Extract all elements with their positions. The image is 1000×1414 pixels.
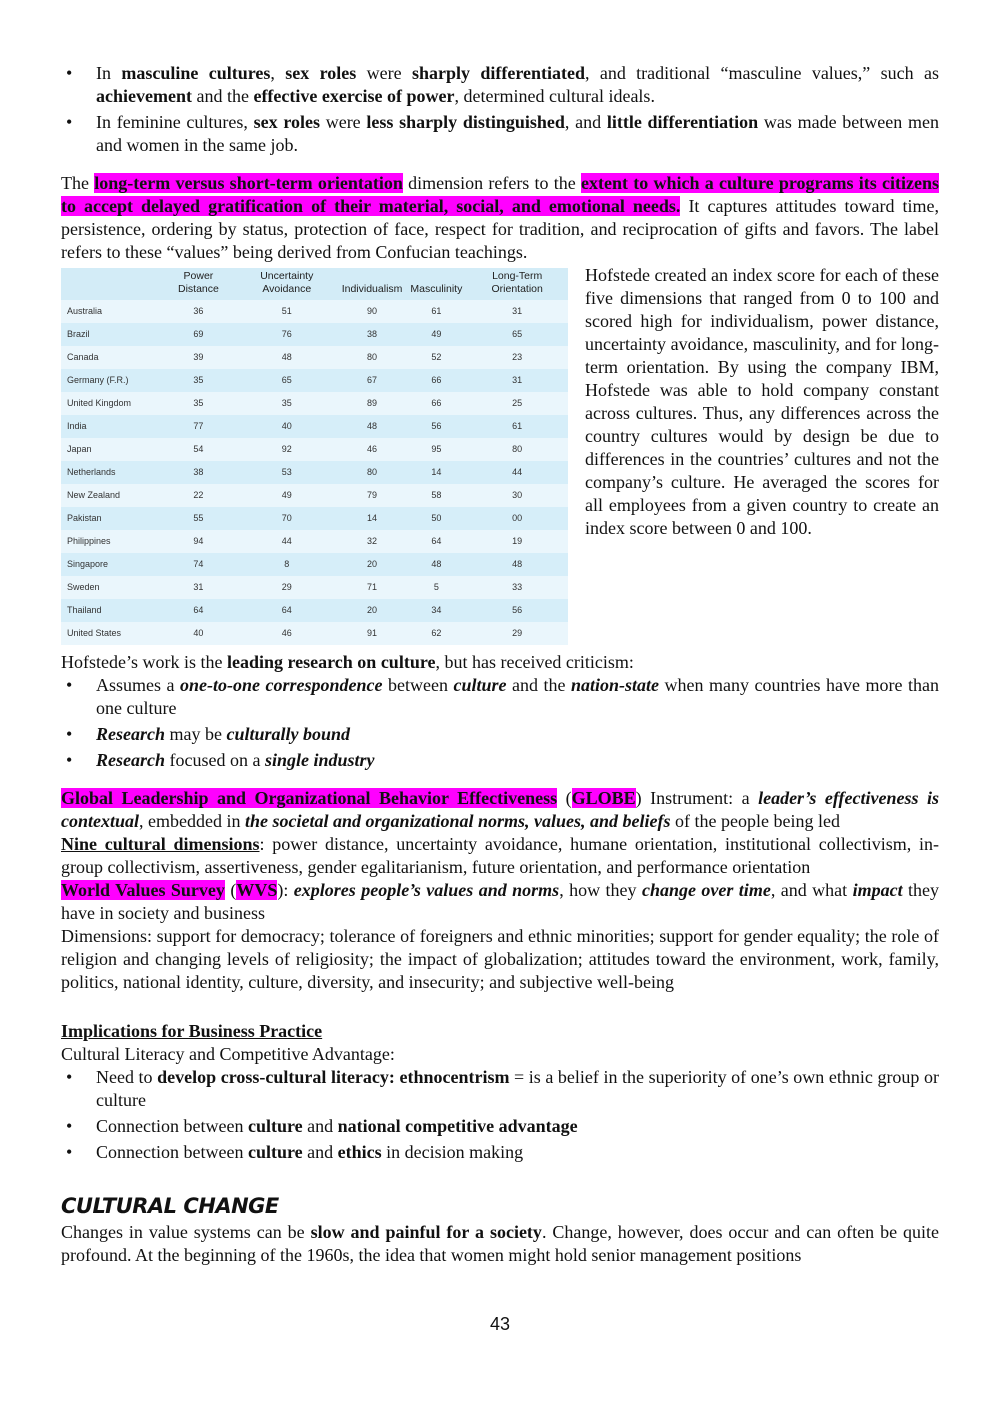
country-cell: Canada xyxy=(67,352,99,362)
score-cell: 30 xyxy=(512,490,523,500)
score-cell: 46 xyxy=(367,444,378,454)
bold-text: achievement xyxy=(96,86,192,106)
score-cell: 69 xyxy=(193,329,204,339)
emphasis-text: explores people’s values and norms xyxy=(293,880,560,900)
country-cell: Australia xyxy=(67,306,103,316)
score-cell: 5 xyxy=(433,582,439,592)
score-cell: 65 xyxy=(512,329,523,339)
hofstede-section xyxy=(61,264,939,651)
bold-text: sharply differentiated xyxy=(411,63,585,83)
nine-dimensions-paragraph: Nine cultural dimensions: power distance, uncertainty avoidance, humane orientation, institutional collectivism, in-group collectivism, assertiveness, gender egalitarianism, future orientation, and performance orientation xyxy=(61,834,940,877)
score-cell: 80 xyxy=(367,467,378,477)
score-cell: 31 xyxy=(512,306,523,316)
score-cell: 20 xyxy=(367,559,378,569)
score-cell: 29 xyxy=(512,628,523,638)
table-row xyxy=(61,484,568,507)
table-row xyxy=(61,346,568,369)
document-page xyxy=(61,62,939,1267)
score-cell: 19 xyxy=(512,536,523,546)
emphasis-text: impact xyxy=(852,880,903,900)
score-cell: 23 xyxy=(512,352,523,362)
score-cell: 48 xyxy=(431,559,442,569)
score-cell: 40 xyxy=(193,628,204,638)
score-cell: 90 xyxy=(367,306,378,316)
table-row xyxy=(61,507,568,530)
score-cell: 56 xyxy=(512,605,523,615)
score-cell: 44 xyxy=(512,467,523,477)
emphasis-text: the societal and organizational norms, values, and beliefs xyxy=(245,811,671,831)
table-header-cell: Uncertainty Avoidance xyxy=(260,270,314,295)
table-row xyxy=(61,415,568,438)
score-cell: 66 xyxy=(431,398,442,408)
score-cell: 35 xyxy=(193,398,204,408)
bold-text: develop cross-cultural literacy: ethnocentrism xyxy=(157,1067,510,1087)
score-cell: 33 xyxy=(512,582,523,592)
score-cell: 48 xyxy=(367,421,378,431)
country-cell: Japan xyxy=(67,444,92,454)
score-cell: 31 xyxy=(193,582,204,592)
list-item: • Assumes a one-to-one correspondence between culture and the nation-state when many countries have more than one culture xyxy=(61,674,939,720)
score-cell: 36 xyxy=(193,306,204,316)
emphasis-text: culturally bound xyxy=(226,724,351,744)
bold-text: national competitive advantage xyxy=(337,1116,578,1136)
score-cell: 74 xyxy=(193,559,204,569)
score-cell: 29 xyxy=(281,582,292,592)
country-cell: United Kingdom xyxy=(67,398,132,408)
table-row xyxy=(61,300,568,323)
score-cell: 54 xyxy=(193,444,204,454)
score-cell: 52 xyxy=(431,352,442,362)
table-row xyxy=(61,323,568,346)
score-cell: 80 xyxy=(367,352,378,362)
emphasis-text: leader’s effectiveness is contextual xyxy=(61,788,939,831)
score-cell: 53 xyxy=(281,467,292,477)
implications-title: Implications for Business Practice xyxy=(61,1021,323,1041)
score-cell: 71 xyxy=(367,582,378,592)
score-cell: 35 xyxy=(281,398,292,408)
score-cell: 51 xyxy=(281,306,292,316)
score-cell: 14 xyxy=(431,467,442,477)
list-item: • Research focused on a single industry xyxy=(61,749,939,772)
score-cell: 64 xyxy=(281,605,292,615)
bold-text: leading research on culture xyxy=(226,652,436,672)
table-body xyxy=(61,300,568,645)
country-cell: Brazil xyxy=(67,329,90,339)
score-cell: 61 xyxy=(431,306,442,316)
score-cell: 46 xyxy=(281,628,292,638)
criticism-bullet-list xyxy=(61,674,939,772)
emphasis-text: nation-state xyxy=(571,675,660,695)
emphasis-text: change over time xyxy=(641,880,771,900)
score-cell: 92 xyxy=(281,444,292,454)
implications-bullet-list xyxy=(61,1066,939,1164)
criticism-intro: Hofstede’s work is the leading research on culture, but has received criticism: xyxy=(61,652,634,672)
list-item: • Connection between culture and ethics in decision making xyxy=(61,1141,939,1164)
highlighted-text: World Values Survey xyxy=(61,880,225,900)
score-cell: 62 xyxy=(431,628,442,638)
list-item: • Connection between culture and national competitive advantage xyxy=(61,1115,939,1138)
table-header-cell: Power Distance xyxy=(178,270,219,295)
table-row xyxy=(61,530,568,553)
table-row xyxy=(61,461,568,484)
score-cell: 65 xyxy=(281,375,292,385)
score-cell: 94 xyxy=(193,536,204,546)
emphasis-text: culture xyxy=(453,675,507,695)
underlined-term: Nine cultural dimensions xyxy=(61,834,260,854)
table-header-cell: Long-Term Orientation xyxy=(491,270,543,295)
score-cell: 67 xyxy=(367,375,378,385)
score-cell: 22 xyxy=(193,490,204,500)
table-header-cell: Masculinity xyxy=(410,283,463,295)
country-cell: Germany (F.R.) xyxy=(67,375,129,385)
long-term-orientation-paragraph: The long-term versus short-term orientation dimension refers to the extent to which a culture programs its citizens to accept delayed gratification of their material, social, and emotional needs. It captures attitudes toward time, persistence, ordering by status, protection of face, respect for tradition, and reciprocation of gifts and favors. The label refers to these “values” being derived from Confucian teachings. xyxy=(61,173,939,262)
list-item: • In feminine cultures, sex roles were less sharply distinguished, and little differentiation was made between men and women in the same job. xyxy=(61,111,939,157)
country-cell: Singapore xyxy=(67,559,109,569)
score-cell: 89 xyxy=(367,398,378,408)
highlighted-text: Global Leadership and Organizational Behavior Effectiveness xyxy=(61,788,558,808)
wvs-paragraph: World Values Survey (WVS): explores people’s values and norms, how they change over time, and what impact they have in society and business xyxy=(61,880,940,923)
bold-text: culture xyxy=(247,1142,303,1162)
score-cell: 25 xyxy=(512,398,523,408)
table-header-cell: Individualism xyxy=(341,283,403,295)
score-cell: 76 xyxy=(281,329,292,339)
score-cell: 38 xyxy=(367,329,378,339)
country-cell: India xyxy=(67,421,87,431)
score-cell: 39 xyxy=(193,352,204,362)
score-cell: 00 xyxy=(512,513,523,523)
score-cell: 48 xyxy=(512,559,523,569)
score-cell: 61 xyxy=(512,421,523,431)
highlighted-text: long-term versus short-term orientation xyxy=(94,173,403,193)
score-cell: 49 xyxy=(431,329,442,339)
bold-text: slow and painful for a society xyxy=(310,1222,542,1242)
score-cell: 79 xyxy=(367,490,378,500)
emphasis-text: one-to-one correspondence xyxy=(180,675,383,695)
emphasis-text: single industry xyxy=(264,750,375,770)
table-row xyxy=(61,369,568,392)
highlighted-text: GLOBE xyxy=(571,788,636,808)
country-cell: Pakistan xyxy=(67,513,102,523)
sex-roles-bullet-list xyxy=(61,62,939,157)
bold-text: sex roles xyxy=(253,112,320,132)
country-cell: Thailand xyxy=(67,605,102,615)
score-cell: 49 xyxy=(281,490,292,500)
score-cell: 34 xyxy=(431,605,442,615)
hofstede-index-paragraph: Hofstede created an index score for each of these five dimensions that ranged from 0 to 100 and scored high for individualism, power distance, uncertainty avoidance, masculinity, and for long-term orientation. By using the company IBM, Hofstede was able to hold company constant across cultures. Thus, any differences across the country cultures would by design be due to differences in the countries’ cultures and not the company’s culture. He averaged the scores for all employees from a given country to create an index score between 0 and 100. xyxy=(585,265,939,538)
table-row xyxy=(61,576,568,599)
score-cell: 55 xyxy=(193,513,204,523)
emphasis-text: Research xyxy=(96,724,165,744)
table-row xyxy=(61,438,568,461)
table-row xyxy=(61,392,568,415)
table-header-cell xyxy=(61,268,161,300)
cultural-change-title: CULTURAL CHANGE xyxy=(61,1194,279,1218)
country-cell: Philippines xyxy=(67,536,111,546)
score-cell: 77 xyxy=(193,421,204,431)
hofstede-scores-table xyxy=(61,268,568,645)
score-cell: 56 xyxy=(431,421,442,431)
bold-text: little differentiation xyxy=(606,112,759,132)
country-cell: United States xyxy=(67,628,122,638)
bold-text: effective exercise of power xyxy=(253,86,455,106)
bold-text: masculine cultures xyxy=(121,63,271,83)
table-row xyxy=(61,622,568,645)
table-header-row xyxy=(61,268,568,300)
score-cell: 8 xyxy=(284,559,290,569)
bold-text: ethics xyxy=(337,1142,382,1162)
cultural-change-paragraph: Changes in value systems can be slow and painful for a society. Change, however, does occur and can often be quite profound. At the beginning of the 1960s, the idea that women might hold senior management positions xyxy=(61,1222,939,1265)
bold-text: less sharply distinguished xyxy=(366,112,565,132)
list-item: • Need to develop cross-cultural literacy: ethnocentrism = is a belief in the superiority of one’s own ethnic group or culture xyxy=(61,1066,939,1112)
score-cell: 32 xyxy=(367,536,378,546)
score-cell: 58 xyxy=(431,490,442,500)
implications-subtitle: Cultural Literacy and Competitive Advantage: xyxy=(61,1044,395,1064)
score-cell: 31 xyxy=(512,375,523,385)
country-cell: New Zealand xyxy=(67,490,121,500)
score-cell: 38 xyxy=(193,467,204,477)
score-cell: 80 xyxy=(512,444,523,454)
globe-paragraph: Global Leadership and Organizational Behavior Effectiveness (GLOBE) Instrument: a leader’s effectiveness is contextual, embedded in the societal and organizational norms, values, and beliefs of the people being led xyxy=(61,788,939,831)
score-cell: 64 xyxy=(431,536,442,546)
score-cell: 40 xyxy=(281,421,292,431)
highlighted-text: extent to which a culture programs its citizens to accept delayed gratification of their material, social, and emotional needs. xyxy=(61,173,939,216)
score-cell: 50 xyxy=(431,513,442,523)
highlighted-text: WVS xyxy=(236,880,278,900)
score-cell: 35 xyxy=(193,375,204,385)
country-cell: Sweden xyxy=(67,582,100,592)
score-cell: 91 xyxy=(367,628,378,638)
score-cell: 44 xyxy=(281,536,292,546)
list-item: • Research may be culturally bound xyxy=(61,723,939,746)
score-cell: 64 xyxy=(193,605,204,615)
table-row xyxy=(61,599,568,622)
score-cell: 70 xyxy=(281,513,292,523)
wvs-dimensions-paragraph: Dimensions: support for democracy; tolerance of foreigners and ethnic minorities; support for gender equality; the role of religion and changing levels of religiosity; the impact of globalization; attitudes toward the environment, work, family, politics, national identity, culture, diversity, and insecurity; and subjective well-being xyxy=(61,926,939,992)
page-number: 43 xyxy=(489,1314,511,1334)
score-cell: 20 xyxy=(367,605,378,615)
country-cell: Netherlands xyxy=(67,467,116,477)
score-cell: 95 xyxy=(431,444,442,454)
score-cell: 48 xyxy=(281,352,292,362)
hofstede-table-box xyxy=(61,268,568,645)
emphasis-text: Research xyxy=(96,750,165,770)
bold-text: culture xyxy=(247,1116,303,1136)
bold-text: sex roles xyxy=(285,63,357,83)
score-cell: 66 xyxy=(431,375,442,385)
table-row xyxy=(61,553,568,576)
score-cell: 14 xyxy=(367,513,378,523)
list-item: • In masculine cultures, sex roles were sharply differentiated, and traditional “masculine values,” such as achievement and the effective exercise of power, determined cultural ideals. xyxy=(61,62,939,108)
